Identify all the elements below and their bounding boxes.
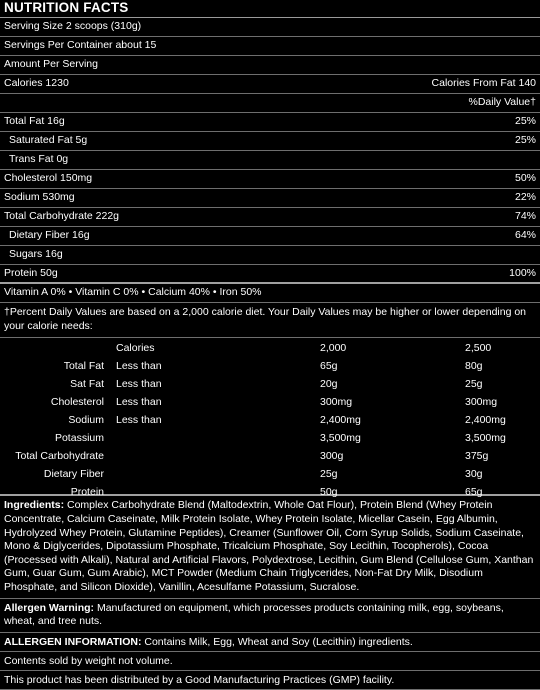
daily-value-table-cell: 2,400mg [320,414,361,427]
nutrient-row [0,208,540,227]
daily-value-table-row [0,376,540,394]
nutrient-row [0,132,540,151]
nutrient-row [0,170,540,189]
daily-value-table-cell: Calories [116,342,155,355]
amount-per-serving-text: Amount Per Serving [4,58,98,71]
daily-value-table-row [0,340,540,358]
daily-value-table-cell: Cholesterol [50,396,104,409]
daily-value-table-cell: Dietary Fiber [43,468,104,481]
daily-value-table-cell: Less than [116,414,162,427]
daily-value-table-cell: 30g [465,468,483,481]
nutrient-value: 50% [514,172,536,185]
daily-value-table-cell: 300g [320,450,344,463]
daily-value-table-row [0,448,540,466]
nutrient-value: 25% [514,134,536,147]
nutrient-row [0,151,540,170]
allergen-warning-label: Allergen Warning: [4,601,95,614]
daily-value-table-cell: Less than [116,396,162,409]
daily-value-table-cell: 80g [465,360,483,373]
nutrient-label: Cholesterol 150mg [4,172,93,185]
daily-value-table-cell: Sat Fat [70,378,104,391]
daily-value-table-row [0,412,540,430]
panel-title: NUTRITION FACTS [0,0,540,18]
nutrient-label: Protein 50g [4,266,58,279]
nutrient-label: Total Fat 16g [4,115,65,128]
nutrient-row [0,265,540,284]
nutrient-value: 22% [514,191,536,204]
daily-value-table-cell: Total Fat [63,360,104,373]
nutrient-label: Total Carbohydrate 222g [4,210,119,223]
daily-value-table-cell: Protein [70,486,104,499]
daily-value-table-cell: 300mg [320,396,353,409]
daily-value-table-cell [108,430,320,448]
daily-value-table-cell: Sodium [68,414,104,427]
nutrient-label: Saturated Fat 5g [9,134,88,147]
daily-value-table-wrap [0,340,540,499]
allergen-info-label: ALLERGEN INFORMATION: [4,636,142,649]
nutrient-value: 64% [514,229,536,242]
daily-value-table-cell: 50g [320,486,338,499]
nutrient-label: Trans Fat 0g [9,153,69,166]
daily-value-header [0,94,540,113]
daily-value-table-cell: 2,000 [320,342,347,355]
daily-value-table-cell [0,340,108,358]
daily-value-table-cell: 65g [465,486,483,499]
ingredients-label: Ingredients: [4,499,65,512]
calories-row [0,75,540,94]
nutrient-label: Sodium 530mg [4,191,75,204]
allergen-info-block [0,633,540,652]
daily-value-table-cell: Less than [116,378,162,391]
allergen-warning-text: Manufactured on equipment, which processes products containing milk, egg, soybeans, wheat, and tree nuts. [4,601,504,628]
daily-value-table-row [0,358,540,376]
serving-size [0,18,540,37]
vitamins-row [0,284,540,303]
allergen-info-text: Contains Milk, Egg, Wheat and Soy (Lecithin) ingredients. [141,636,413,649]
nutrient-list [0,113,540,284]
calories-text: Calories 1230 [4,77,69,90]
daily-value-table-cell: 25g [320,468,338,481]
ingredients-block [0,496,540,598]
nutrient-value: 74% [514,210,536,223]
daily-value-table-row [0,466,540,484]
daily-value-table-cell: 375g [465,450,489,463]
nutrient-row [0,227,540,246]
calories-from-fat-text: Calories From Fat 140 [431,77,536,90]
nutrient-row [0,113,540,132]
daily-value-table-cell [108,448,320,466]
daily-value-table-row [0,394,540,412]
nutrient-label: Dietary Fiber 16g [9,229,90,242]
daily-value-table-cell: 65g [320,360,338,373]
daily-value-table-cell: 2,500 [465,342,492,355]
ingredients-text: Complex Carbohydrate Blend (Maltodextrin, Whole Oat Flour), Protein Blend (Whey Protein Concentrate, Calcium Caseinate, Milk Protein Isolate, Whey Protein Isolate, Micellar Casein, Egg Albumin, Hydrolyzed Whey Protein, Glutamine Peptides), Creamer (Sunflower Oil, Corn Syrup Solids, Sodium Caseinate, Mono & Diglycerides, Dipotassium Phosphate, Tricalcium Phosphate, Soy Lecithin, Tocopherols), Cocoa (Processed with Alkali), Natural and Artificial Flavors, Polydextrose, Lecithin, Gum Blend (Cellulose Gum, Xanthan Gum, Guar Gum, Gum Arabic), MCT Powder (Medium Chain Triglycerides, Non-Fat Dry Milk, Disodium Phosphate, and Silicon Dioxide), Vanillin, Acesulfame Potassium, Sucralose. [4,499,534,594]
nutrient-label: Sugars 16g [9,248,63,261]
daily-value-table-cell: 25g [465,378,483,391]
servings-per-container-text: Servings Per Container about 15 [4,39,157,52]
daily-value-table-cell [108,466,320,484]
vitamins-text: Vitamin A 0% • Vitamin C 0% • Calcium 40% • Iron 50% [4,286,262,299]
daily-value-table-cell: 2,400mg [465,414,506,427]
nutrient-value: 25% [514,115,536,128]
daily-value-table-cell: Less than [116,360,162,373]
daily-value-table-cell: Total Carbohydrate [15,450,104,463]
amount-per-serving [0,56,540,75]
daily-value-table-cell: Potassium [54,432,104,445]
daily-value-table-cell: 3,500mg [465,432,506,445]
servings-per-container [0,37,540,56]
contents-note: Contents sold by weight not volume. [0,652,540,671]
daily-value-table-cell: 300mg [465,396,498,409]
allergen-warning-block [0,599,540,633]
serving-size-text: Serving Size 2 scoops (310g) [4,20,142,33]
nutrient-value: 100% [509,266,536,279]
daily-value-table-cell: 20g [320,378,338,391]
nutrient-row [0,189,540,208]
nutrient-row [0,246,540,265]
daily-value-table-cell: 3,500mg [320,432,361,445]
gmp-note: This product has been distributed by a Good Manufacturing Practices (GMP) facility. [0,671,540,690]
daily-value-table-row [0,430,540,448]
daily-value-table [0,340,540,502]
daily-value-header-text: %Daily Value† [468,96,536,109]
daily-value-footnote: †Percent Daily Values are based on a 2,000 calorie diet. Your Daily Values may be higher or lower depending on your calorie needs: [0,303,540,338]
